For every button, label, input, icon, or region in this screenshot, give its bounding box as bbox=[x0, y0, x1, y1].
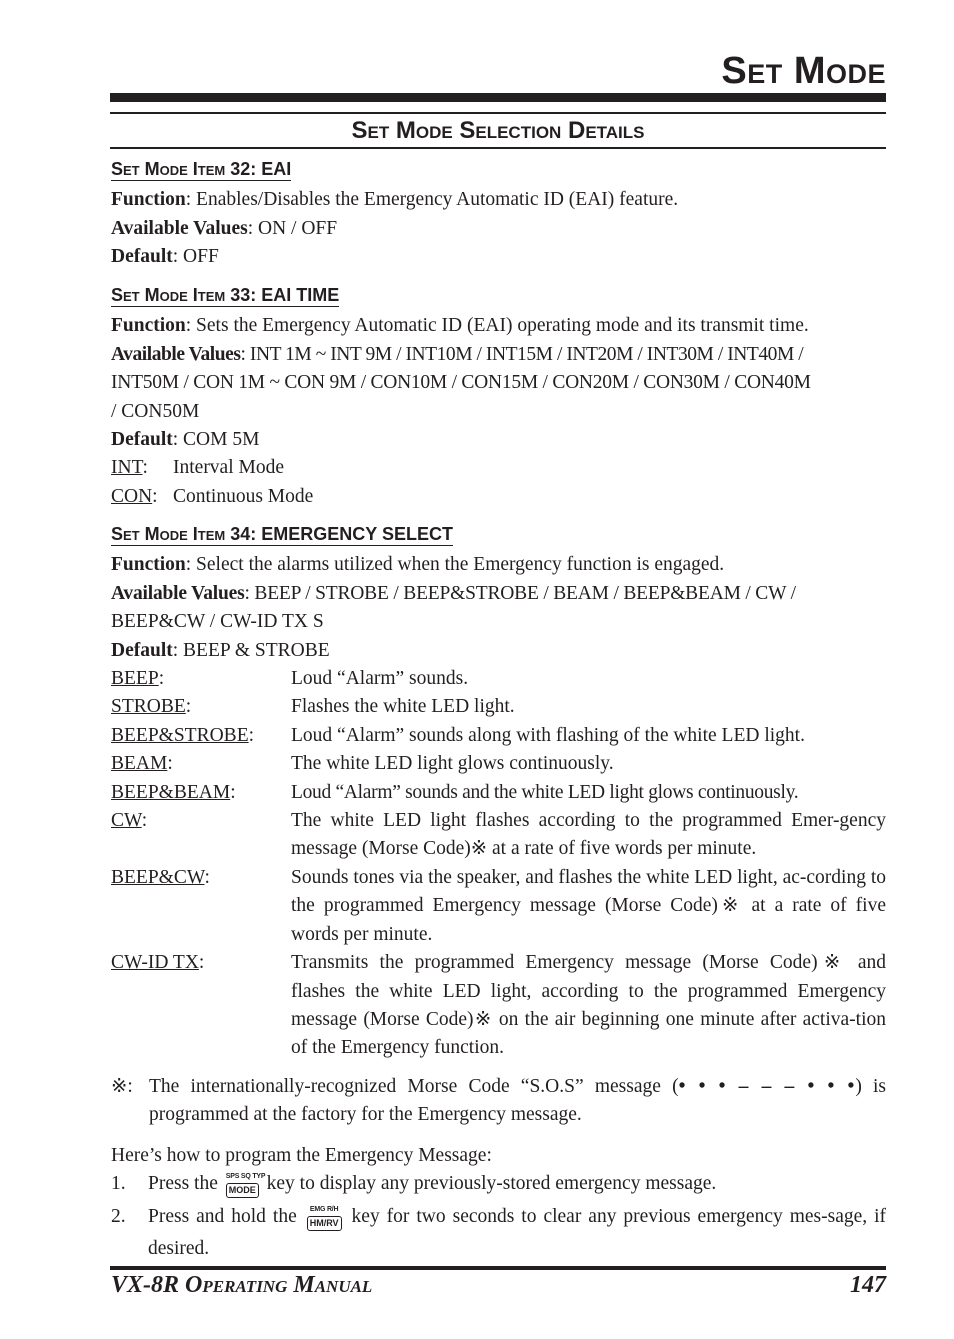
item-34-heading: Set Mode Item 34: EMERGENCY SELECT bbox=[111, 524, 453, 544]
page-title: Set Mode bbox=[721, 50, 886, 92]
item-33-default: Default: COM 5M bbox=[111, 429, 260, 451]
procedure-step-2: 2. Press and hold the EMG R/H HM/RV key for two seconds to clear any previous emergency mes-sage, if desired. bbox=[111, 1205, 887, 1260]
item-33-mode-con: CON: Continuous Mode bbox=[111, 485, 314, 507]
item-32-function: Function: Enables/Disables the Emergency Automatic ID (EAI) feature. bbox=[111, 189, 679, 211]
item-33-values-line3: / CON50M bbox=[111, 400, 200, 422]
title-rule bbox=[110, 93, 886, 102]
item-34-block bbox=[111, 521, 886, 1063]
hm-rv-key-icon: EMG R/H HM/RV bbox=[307, 1207, 342, 1235]
item-34-values-line2: BEEP&CW / CW-ID TX S bbox=[111, 611, 324, 633]
item-32-default: Default: OFF bbox=[111, 246, 219, 268]
note-mark: ※: bbox=[111, 1076, 133, 1097]
option-beep: BEEP: Loud “Alarm” sounds. bbox=[111, 668, 469, 690]
item-33-block bbox=[111, 282, 886, 511]
item-32-heading: Set Mode Item 32: EAI bbox=[111, 159, 292, 179]
item-33-heading: Set Mode Item 33: EAI TIME bbox=[111, 285, 340, 305]
morse-sos-code: • • • – – – • • • bbox=[678, 1076, 856, 1097]
item-33-mode-int: INT: Interval Mode bbox=[111, 457, 285, 479]
page-number: 147 bbox=[850, 1272, 886, 1298]
item-34-values-line1: Available Values: BEEP / STROBE / BEEP&STROBE / BEAM / BEEP&BEAM / CW / bbox=[111, 582, 796, 604]
option-beep-strobe: BEEP&STROBE: Loud “Alarm” sounds along with flashing of the white LED light. bbox=[111, 724, 805, 746]
procedure-intro: Here’s how to program the Emergency Message: bbox=[111, 1145, 492, 1166]
item-33-values-line2: INT50M / CON 1M ~ CON 9M / CON10M / CON15M / CON20M / CON30M / CON40M bbox=[111, 372, 811, 394]
procedure-block bbox=[111, 1142, 886, 1264]
section-heading: Set Mode Selection Details bbox=[351, 117, 645, 144]
option-beam: BEAM: The white LED light glows continuously. bbox=[111, 753, 614, 775]
mode-key-icon: SPS SQ TYP MODE bbox=[226, 1174, 259, 1202]
note-text: The internationally-recognized Morse Code “S.O.S” message (• • • – – – • • •) is programmed at the factory for the Emergency message. bbox=[149, 1076, 887, 1126]
option-beep-beam: BEEP&BEAM: Loud “Alarm” sounds and the white LED light glows continuously. bbox=[111, 781, 799, 803]
option-cw: CW: The white LED light flashes according to the programmed Emer-gency message (Morse Code)※ at a rate of five words per minute. bbox=[111, 810, 886, 860]
option-beep-cw: BEEP&CW: Sounds tones via the speaker, and flashes the white LED light, ac-cording to the programmed Emergency message (Morse Code)※ at a rate of five words per minute. bbox=[111, 866, 886, 945]
option-cw-id-tx: CW-ID TX: Transmits the programmed Emergency message (Morse Code)※ and flashes the white LED light, according to the programmed Emergency message (Morse Code)※ on the air beginning one minute after activa-tion of the Emergency function. bbox=[111, 952, 886, 1059]
item-33-function: Function: Sets the Emergency Automatic ID (EAI) operating mode and its transmit time. bbox=[111, 315, 809, 337]
item-32-values: Available Values: ON / OFF bbox=[111, 217, 338, 239]
footer-rule bbox=[110, 1266, 886, 1270]
option-strobe: STROBE: Flashes the white LED light. bbox=[111, 696, 515, 718]
morse-note bbox=[111, 1073, 886, 1130]
section-rule-top bbox=[110, 112, 886, 114]
item-34-default: Default: BEEP & STROBE bbox=[111, 639, 330, 661]
item-34-function: Function: Select the alarms utilized when the Emergency function is engaged. bbox=[111, 554, 725, 576]
item-32-block bbox=[111, 156, 886, 272]
procedure-step-1: 1. Press the SPS SQ TYP MODE key to display any previously-stored emergency message. bbox=[111, 1170, 886, 1202]
item-33-values-line1: Available Values: INT 1M ~ INT 9M / INT10M / INT15M / INT20M / INT30M / INT40M / bbox=[111, 343, 804, 365]
footer-manual-title: VX-8R Operating Manual bbox=[111, 1272, 373, 1298]
section-rule-bottom bbox=[110, 147, 886, 149]
